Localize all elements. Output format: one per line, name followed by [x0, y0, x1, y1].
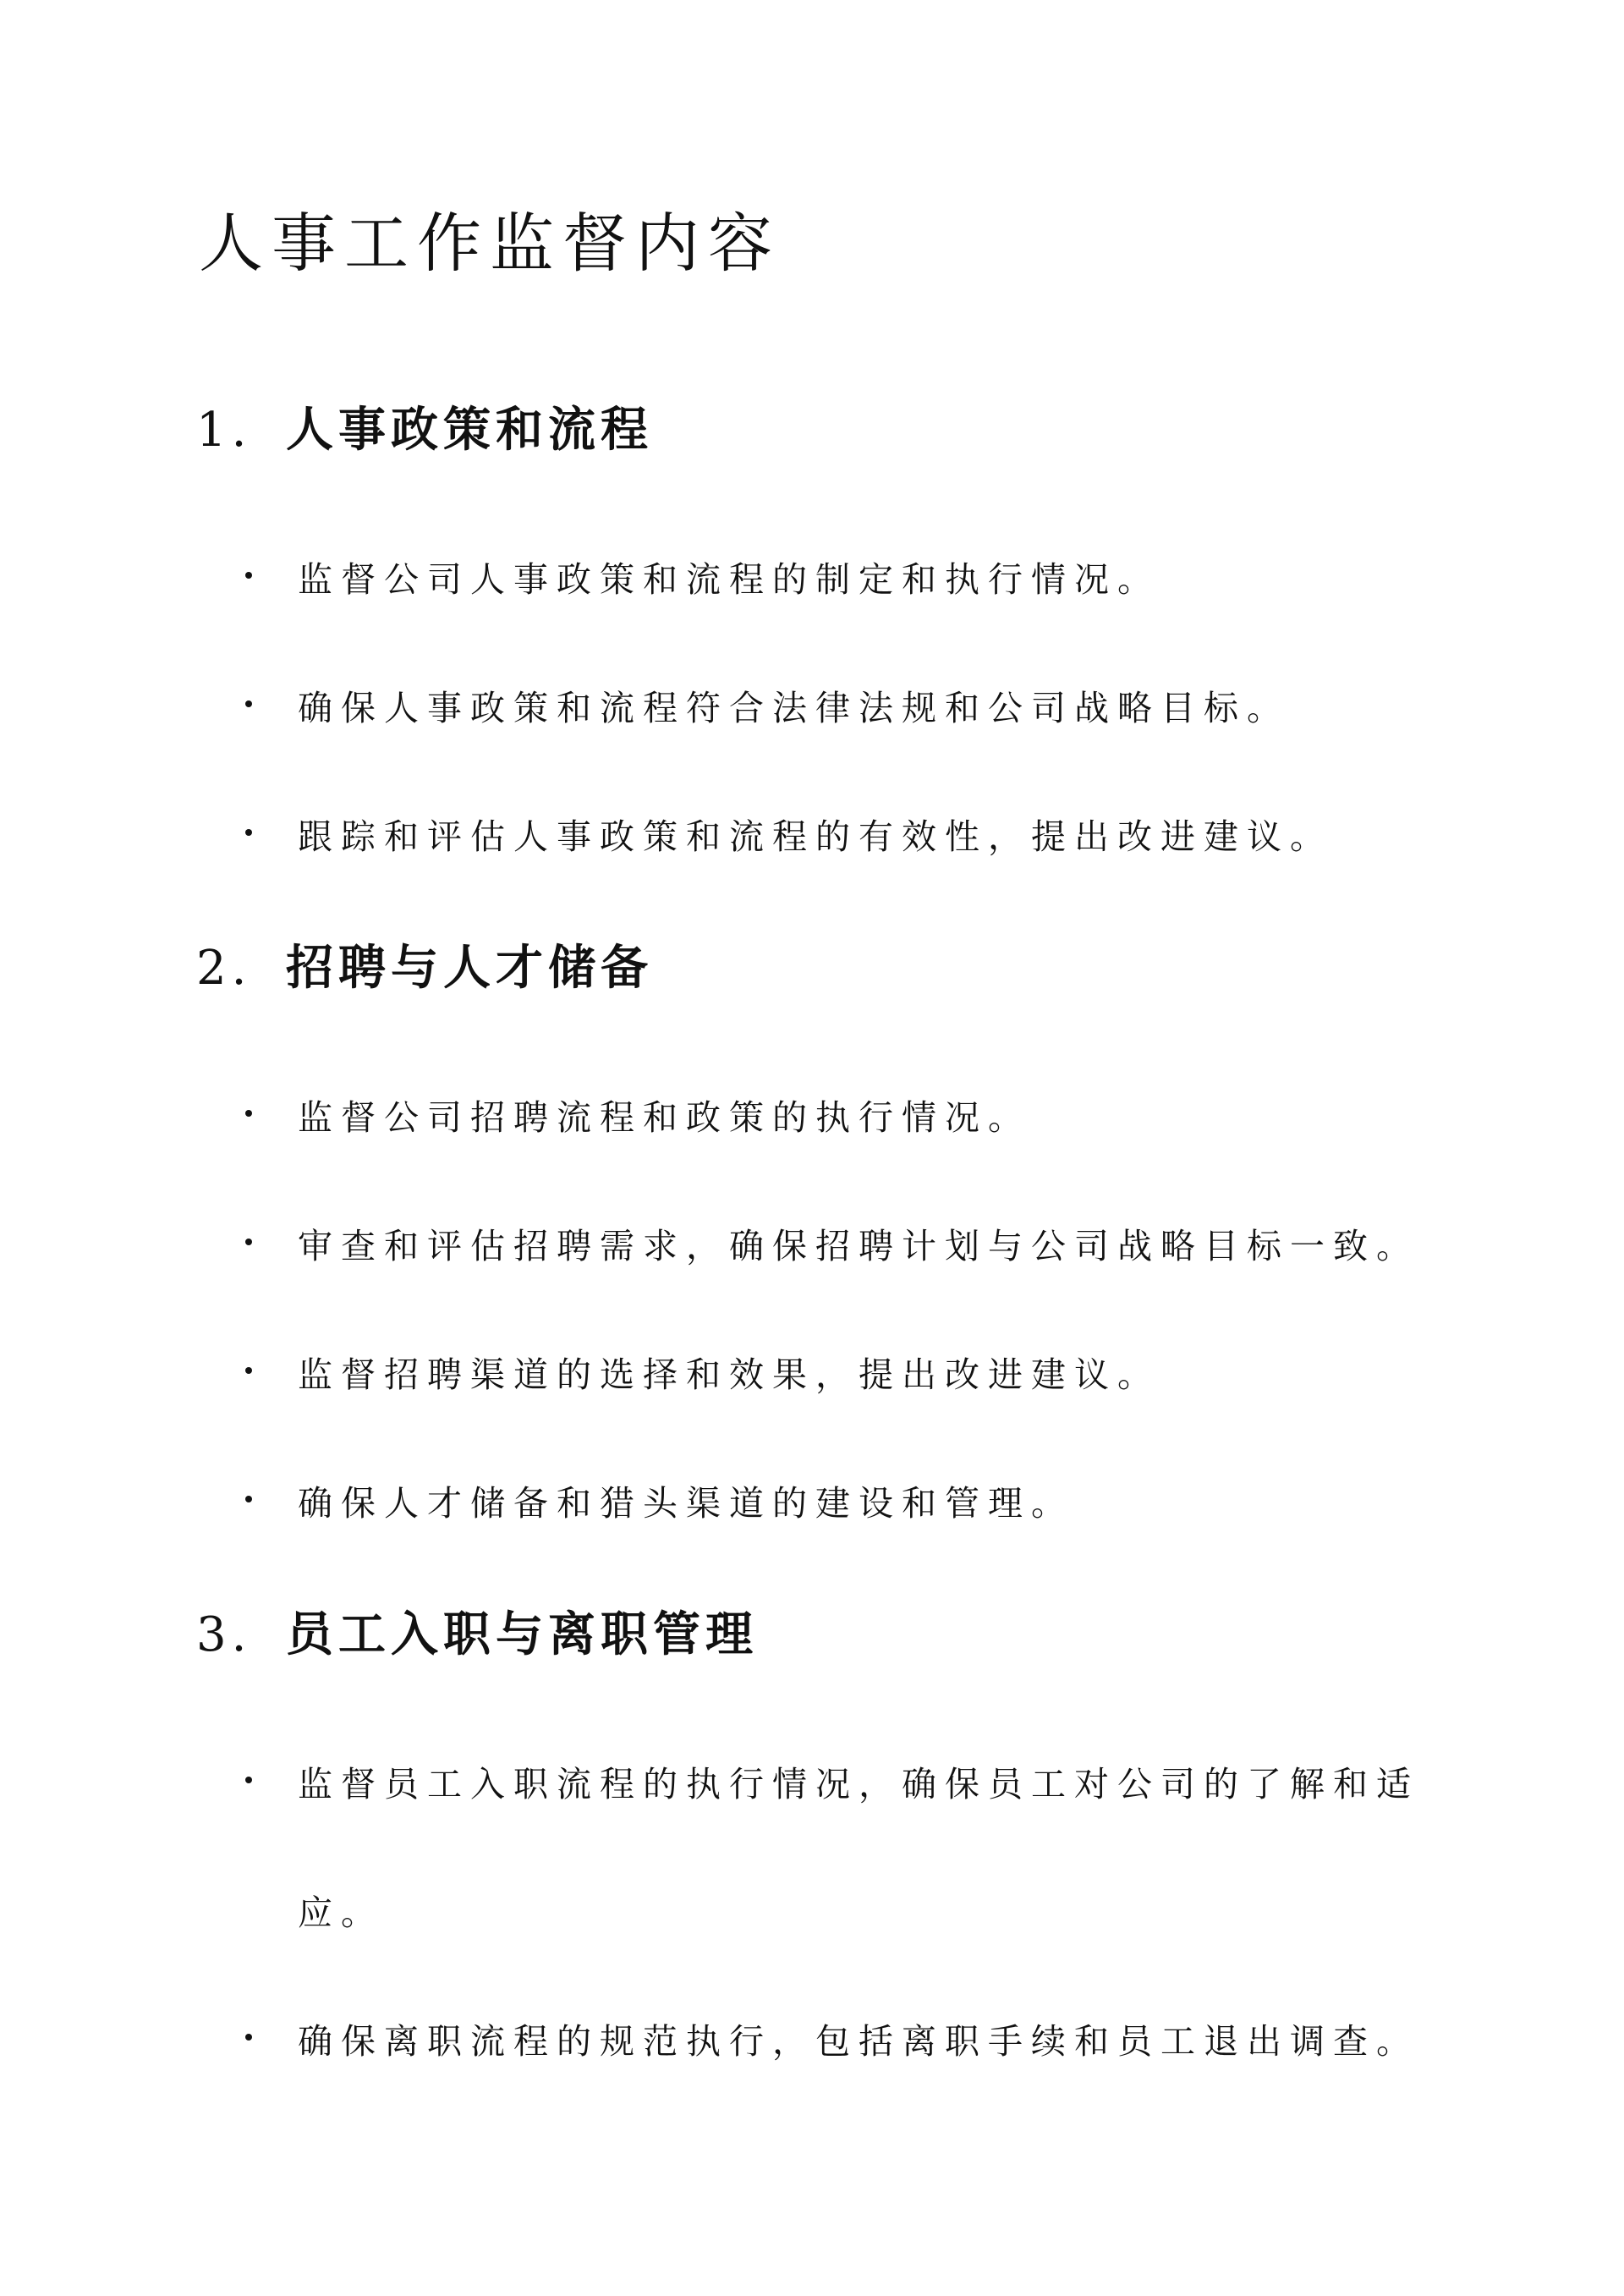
bullet-icon	[245, 572, 252, 579]
bullet-icon	[245, 1110, 252, 1117]
list-item-text: 确保人才储备和猎头渠道的建设和管理。	[298, 1483, 1074, 1524]
bullet-icon	[245, 829, 252, 836]
bullet-icon	[245, 700, 252, 707]
list-item	[245, 1977, 1429, 2106]
list-item	[245, 772, 1429, 901]
section-title: 员工入职与离职管理	[286, 1607, 758, 1662]
list-item-text: 监督员工入职流程的执行情况，确保员工对公司的了解和适应。	[298, 1764, 1419, 1933]
list-item	[245, 1182, 1429, 1310]
bullet-icon	[245, 1239, 252, 1245]
section-heading-3	[196, 1601, 758, 1669]
bullet-icon	[245, 1496, 252, 1502]
list-item	[245, 1310, 1429, 1439]
bullet-icon	[245, 1777, 252, 1783]
list-item-text: 确保离职流程的规范执行，包括离职手续和员工退出调查。	[298, 2021, 1419, 2062]
section-title: 招聘与人才储备	[286, 940, 653, 996]
section-number: 3.	[196, 1607, 252, 1662]
bullet-icon	[245, 2034, 252, 2041]
section-heading-2	[196, 934, 653, 1002]
section-number: 2.	[196, 941, 252, 996]
bullet-icon	[245, 1367, 252, 1374]
list-item-text: 监督公司招聘流程和政策的执行情况。	[298, 1097, 1031, 1138]
list-item	[245, 1720, 1421, 1977]
list-item	[245, 515, 1429, 644]
section-number: 1.	[196, 403, 252, 458]
list-item-text: 跟踪和评估人事政策和流程的有效性，提出改进建议。	[298, 816, 1333, 857]
list-item-text: 监督招聘渠道的选择和效果，提出改进建议。	[298, 1354, 1160, 1395]
list-item-text: 监督公司人事政策和流程的制定和执行情况。	[298, 559, 1160, 600]
list-item-text: 确保人事政策和流程符合法律法规和公司战略目标。	[298, 688, 1290, 728]
section-title: 人事政策和流程	[286, 402, 653, 458]
list-item	[245, 1053, 1429, 1182]
document-title: 人事工作监督内容	[199, 206, 781, 281]
list-item	[245, 1439, 1429, 1568]
list-item-text: 审查和评估招聘需求，确保招聘计划与公司战略目标一致。	[298, 1226, 1419, 1266]
section-heading-1	[196, 396, 653, 464]
list-item	[245, 644, 1429, 772]
